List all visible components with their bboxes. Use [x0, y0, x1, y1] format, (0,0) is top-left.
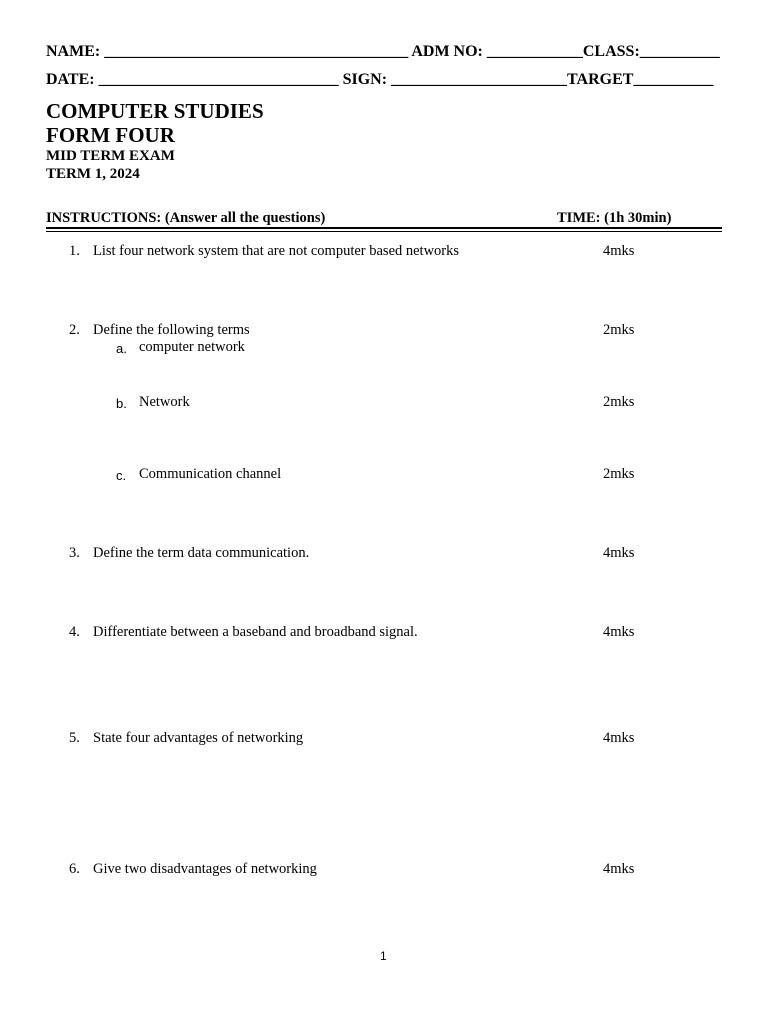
date-sign-line: DATE: ______________________________ SIGN: ______________________TARGET__________	[46, 71, 714, 88]
page-number: 1	[380, 949, 387, 963]
term-title: TERM 1, 2024	[46, 166, 140, 182]
subpart-letter: b.	[116, 396, 127, 411]
question-text: Differentiate between a baseband and broadband signal.	[93, 624, 418, 640]
subpart-text: computer network	[139, 339, 245, 355]
form-title: FORM FOUR	[46, 123, 175, 147]
instructions-text: INSTRUCTIONS: (Answer all the questions)	[46, 210, 326, 226]
question-marks: 4mks	[603, 545, 635, 561]
exam-title: MID TERM EXAM	[46, 148, 175, 164]
question-number: 2.	[69, 322, 80, 338]
double-rule-bottom	[46, 231, 722, 232]
double-rule-top	[46, 227, 722, 229]
subpart-letter: a.	[116, 341, 127, 356]
question-marks: 2mks	[603, 322, 635, 338]
question-text: Define the following terms	[93, 322, 250, 338]
time-allowed: TIME: (1h 30min)	[557, 210, 672, 226]
subpart-marks: 2mks	[603, 394, 635, 410]
subpart-text: Network	[139, 394, 190, 410]
subpart-letter: c.	[116, 468, 127, 483]
question-marks: 4mks	[603, 243, 635, 259]
question-number: 3.	[69, 545, 80, 561]
student-details-line: NAME: ______________________________________ ADM NO: ____________CLASS:__________	[46, 43, 720, 60]
subject-title: COMPUTER STUDIES	[46, 99, 264, 123]
question-marks: 4mks	[603, 624, 635, 640]
question-text: Define the term data communication.	[93, 545, 310, 561]
question-text: List four network system that are not computer based networks	[93, 243, 460, 259]
subpart-text: Communication channel	[139, 466, 282, 482]
question-number: 1.	[69, 243, 80, 259]
question-number: 4.	[69, 624, 80, 640]
subpart-marks: 2mks	[603, 466, 635, 482]
question-marks: 4mks	[603, 861, 635, 877]
question-number: 6.	[69, 861, 80, 877]
question-text: State four advantages of networking	[93, 730, 304, 746]
question-text: Give two disadvantages of networking	[93, 861, 317, 877]
question-number: 5.	[69, 730, 80, 746]
question-marks: 4mks	[603, 730, 635, 746]
